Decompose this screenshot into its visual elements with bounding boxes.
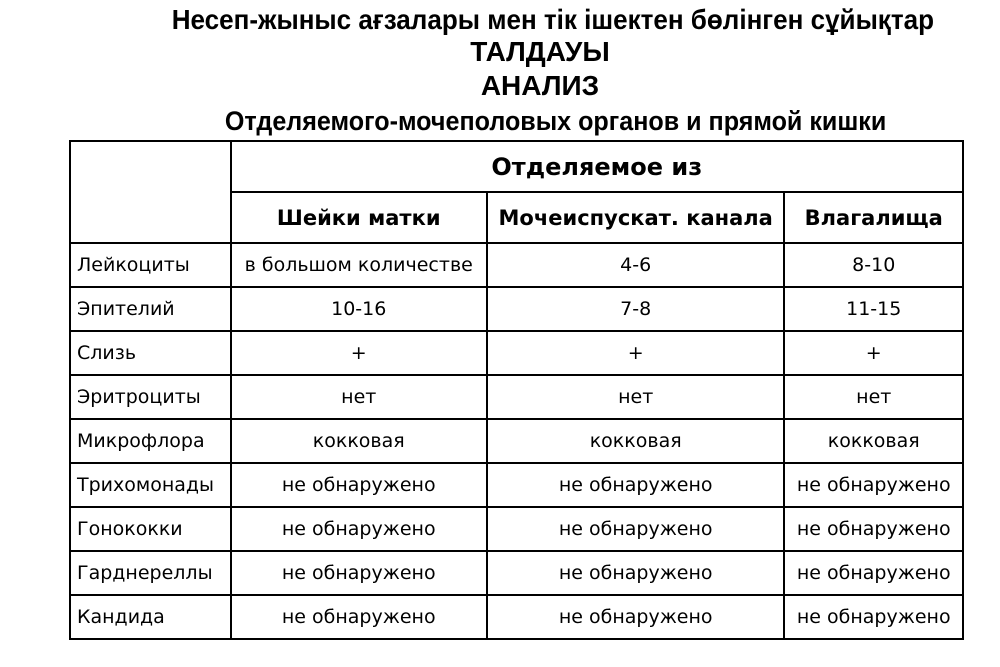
table-cell: не обнаружено (784, 463, 963, 507)
table-row (70, 595, 963, 639)
column-header: Шейки матки (231, 192, 487, 243)
table-row (70, 375, 963, 419)
table-cell: + (487, 331, 785, 375)
table-cell: нет (231, 375, 487, 419)
table-cell: нет (487, 375, 785, 419)
column-header: Влагалища (784, 192, 963, 243)
row-label: Эпителий (70, 287, 231, 331)
row-label: Эритроциты (70, 375, 231, 419)
row-label: Кандида (70, 595, 231, 639)
table-cell: + (784, 331, 963, 375)
title-kazakh-sub: ТАЛДАУЫ (470, 36, 610, 67)
table-row (70, 287, 963, 331)
title-kazakh-text: Несеп-жыныс ағзалары мен тік ішектен бөлінген сұйықтар (171, 4, 935, 35)
table-cell: кокковая (487, 419, 785, 463)
column-header: Мочеиспускат. канала (487, 192, 785, 243)
table-row (70, 507, 963, 551)
table-cell: не обнаружено (231, 551, 487, 595)
row-label: Слизь (70, 331, 231, 375)
table-cell: не обнаружено (487, 551, 785, 595)
table-cell: не обнаружено (784, 551, 963, 595)
header-row-group (70, 141, 963, 192)
table-cell: не обнаружено (487, 507, 785, 551)
table-cell: 4-6 (487, 243, 785, 287)
table-row (70, 463, 963, 507)
table-cell: не обнаружено (487, 595, 785, 639)
title-russian: АНАЛИЗ (480, 70, 600, 101)
row-label: Трихомонады (70, 463, 231, 507)
table-cell: 10-16 (231, 287, 487, 331)
corner-cell (70, 141, 231, 243)
analysis-table (69, 140, 964, 640)
title-russian-sub (170, 106, 942, 137)
row-label: Лейкоциты (70, 243, 231, 287)
table-cell: 8-10 (784, 243, 963, 287)
row-label: Гарднереллы (70, 551, 231, 595)
row-label: Микрофлора (70, 419, 231, 463)
table-row (70, 551, 963, 595)
table-row (70, 243, 963, 287)
table-cell: 11-15 (784, 287, 963, 331)
table-cell: не обнаружено (784, 507, 963, 551)
table-cell: 7-8 (487, 287, 785, 331)
table-cell: кокковая (784, 419, 963, 463)
table-cell: не обнаружено (231, 595, 487, 639)
table-cell: не обнаружено (784, 595, 963, 639)
table-cell: не обнаружено (231, 507, 487, 551)
title-kazakh (130, 4, 976, 36)
table-cell: нет (784, 375, 963, 419)
table-cell: не обнаружено (231, 463, 487, 507)
table-cell: + (231, 331, 487, 375)
table-cell: в большом количестве (231, 243, 487, 287)
table-row (70, 419, 963, 463)
table-cell: не обнаружено (487, 463, 785, 507)
row-label: Гонококки (70, 507, 231, 551)
title-russian-sub-text: Отделяемого-мочеполовых органов и прямой кишки (225, 106, 887, 136)
table-cell: кокковая (231, 419, 487, 463)
group-header: Отделяемое из (231, 141, 963, 192)
table-row (70, 331, 963, 375)
